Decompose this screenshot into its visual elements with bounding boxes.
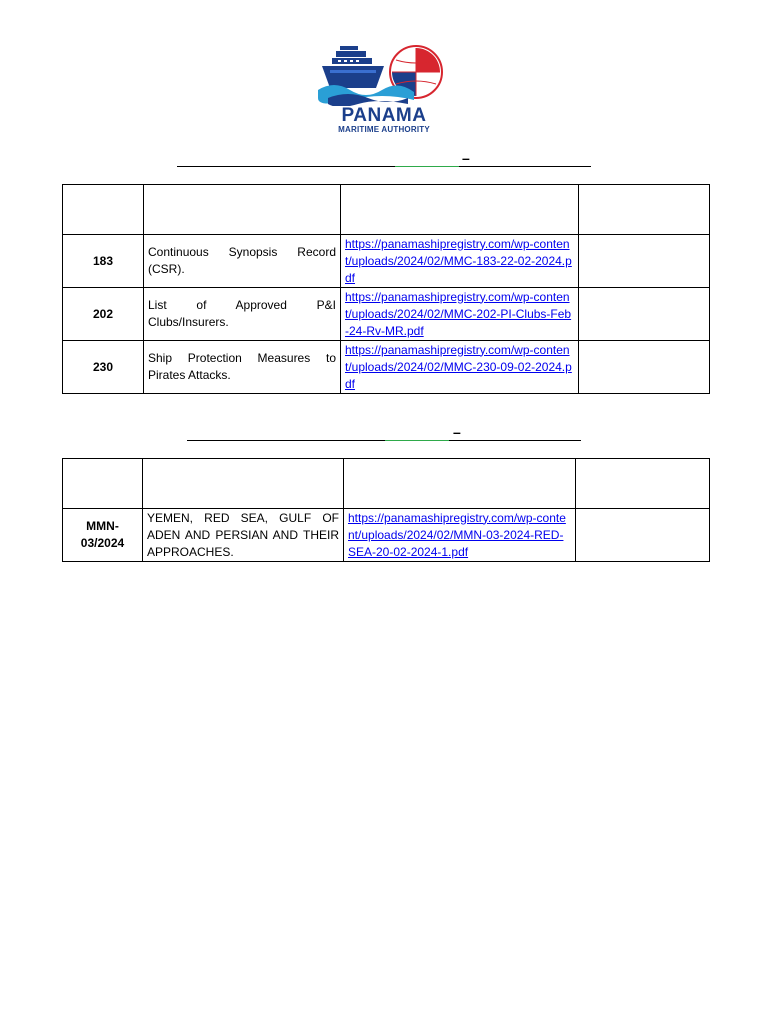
header-cell [63, 185, 144, 235]
heading-dash: – [462, 150, 470, 166]
header-cell [344, 459, 576, 509]
ship-and-flag-logo-icon [318, 42, 450, 106]
circulars-table [62, 184, 710, 394]
header-cell [576, 459, 710, 509]
circular-number: 230 [63, 341, 144, 394]
header-cell [143, 459, 344, 509]
table-header-row [63, 459, 710, 509]
heading-accent [385, 440, 449, 441]
header-cell [579, 185, 710, 235]
notice-description: YEMEN, RED SEA, GULF OF ADEN AND PERSIAN AND THEIR APPROACHES. [143, 509, 344, 562]
section2-heading-rule [187, 424, 581, 441]
notice-link[interactable]: https://panamashipregistry.com/wp-content/uploads/2024/02/MMN-03-2024-RED-SEA-20-02-2024-1.pdf [348, 510, 566, 559]
circular-number: 202 [63, 288, 144, 341]
notice-number: MMN-03/2024 [63, 509, 143, 562]
circular-link[interactable]: https://panamashipregistry.com/wp-content/uploads/2024/02/MMC-230-09-02-2024.pdf [345, 342, 572, 391]
header-cell [144, 185, 341, 235]
panama-maritime-authority-logo [318, 42, 450, 138]
section1-heading-rule [177, 150, 591, 167]
circular-number: 183 [63, 235, 144, 288]
circular-description: Ship Protection Measures to Pirates Attacks. [144, 341, 341, 394]
logo-subtitle: MARITIME AUTHORITY [338, 125, 430, 134]
notices-table [62, 458, 710, 562]
empty-cell [579, 288, 710, 341]
header-cell [63, 459, 143, 509]
heading-underline [187, 440, 581, 441]
circular-description: Continuous Synopsis Record (CSR). [144, 235, 341, 288]
empty-cell [579, 235, 710, 288]
logo-title: PANAMA [341, 105, 427, 126]
empty-cell [576, 509, 710, 562]
circular-link[interactable]: https://panamashipregistry.com/wp-content/uploads/2024/02/MMC-202-PI-Clubs-Feb-24-Rv-MR.pdf [345, 289, 572, 338]
table-row [63, 509, 710, 562]
circular-description: List of Approved P&I Clubs/Insurers. [144, 288, 341, 341]
header-cell [341, 185, 579, 235]
table-row [63, 288, 710, 341]
table-row [63, 341, 710, 394]
heading-accent [395, 166, 459, 167]
heading-dash: – [453, 424, 461, 440]
heading-underline [177, 166, 591, 167]
table-row [63, 235, 710, 288]
empty-cell [579, 341, 710, 394]
table-header-row [63, 185, 710, 235]
circular-link[interactable]: https://panamashipregistry.com/wp-content/uploads/2024/02/MMC-183-22-02-2024.pdf [345, 236, 572, 285]
